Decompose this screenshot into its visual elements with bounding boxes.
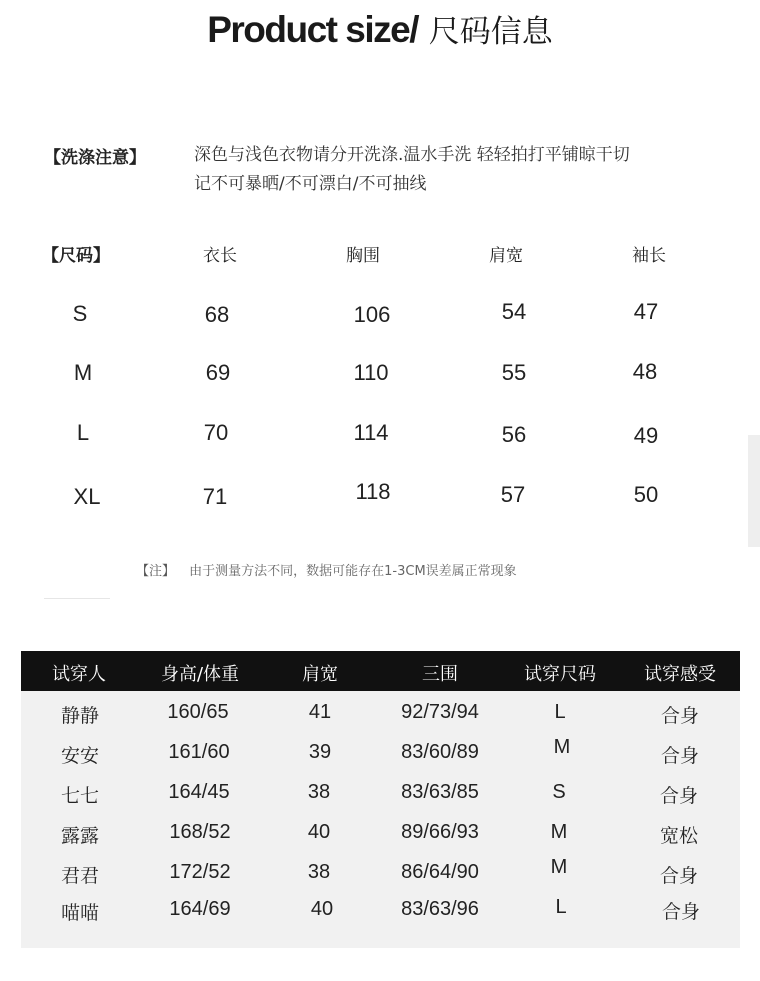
fit-header-measurements: 三围: [422, 664, 458, 685]
size-header-size: 【尺码】: [42, 246, 110, 266]
fitting-table-header: [21, 651, 740, 691]
size-cell: 70: [203, 420, 229, 445]
fit-cell: L: [554, 701, 566, 723]
note-text: 由于测量方法不同，数据可能存在1-3CM误差属正常现象: [189, 564, 517, 579]
fit-cell: 83/63/85: [401, 781, 479, 803]
size-cell: 54: [501, 299, 527, 324]
fit-cell: 安安: [60, 745, 100, 767]
fit-cell: 38: [307, 861, 331, 883]
measurement-note: [136, 560, 517, 579]
size-cell: 50: [633, 482, 659, 507]
fit-header-person: 试穿人: [52, 664, 106, 685]
fit-cell: 164/69: [169, 898, 231, 920]
size-cell: 49: [633, 423, 659, 448]
size-cell: 69: [205, 360, 231, 385]
size-cell: 56: [501, 422, 527, 447]
fit-cell: 静静: [60, 705, 100, 727]
fit-cell: 合身: [660, 745, 700, 767]
title-english: Product size/: [207, 9, 418, 50]
size-cell: S: [72, 301, 88, 326]
title-chinese: 尺码信息: [428, 14, 553, 50]
fit-cell: S: [552, 781, 566, 803]
fit-cell: M: [550, 821, 568, 843]
note-tag: 【注】: [136, 564, 176, 579]
fit-cell: 164/45: [168, 781, 230, 803]
fit-header-shoulder: 肩宽: [302, 664, 338, 685]
fit-cell: L: [555, 896, 567, 918]
size-cell: 118: [355, 479, 391, 504]
fit-cell: 41: [308, 701, 332, 723]
size-cell: 55: [501, 360, 527, 385]
fit-cell: 宽松: [659, 825, 699, 847]
edge-shade: [748, 435, 760, 547]
size-header-sleeve: 袖长: [632, 246, 666, 266]
fit-cell: 合身: [660, 705, 700, 727]
fit-cell: M: [553, 736, 571, 758]
fit-header-size: 试穿尺码: [524, 664, 596, 685]
size-cell: 114: [353, 420, 389, 445]
fit-header-height-weight: 身高/体重: [160, 664, 240, 685]
fit-cell: 喵喵: [60, 902, 100, 924]
size-cell: 71: [202, 484, 228, 509]
care-line-1: 深色与浅色衣物请分开洗涤.温水手洗 轻轻拍打平铺晾干切: [194, 145, 630, 165]
size-cell: 68: [204, 302, 230, 327]
divider: [44, 598, 110, 599]
fit-cell: 合身: [661, 901, 701, 923]
fit-cell: 40: [307, 821, 331, 843]
fit-cell: 39: [308, 741, 332, 763]
size-header-shoulder: 肩宽: [489, 246, 523, 266]
size-cell: XL: [73, 484, 101, 509]
fit-cell: 172/52: [169, 861, 231, 883]
fit-cell: 合身: [659, 785, 699, 807]
fit-cell: 160/65: [167, 701, 229, 723]
care-label: 【洗涤注意】: [44, 148, 146, 168]
fit-cell: 露露: [60, 825, 100, 847]
size-header-chest: 胸围: [346, 246, 380, 266]
size-cell: M: [73, 360, 93, 385]
fit-cell: 合身: [659, 865, 699, 887]
size-cell: 57: [500, 482, 526, 507]
size-cell: 48: [632, 359, 658, 384]
fit-cell: 38: [307, 781, 331, 803]
fit-header-feeling: 试穿感受: [644, 664, 716, 685]
size-cell: 110: [353, 360, 389, 385]
fit-cell: 君君: [60, 865, 100, 887]
fit-cell: 89/66/93: [401, 821, 479, 843]
size-cell: 106: [353, 302, 391, 327]
care-line-2: 记不可暴晒/不可漂白/不可抽线: [194, 174, 427, 194]
fit-cell: 161/60: [168, 741, 230, 763]
fit-cell: 七七: [60, 785, 100, 807]
fitting-table: [21, 651, 740, 948]
fit-cell: 83/63/96: [401, 898, 479, 920]
fit-cell: 92/73/94: [401, 701, 479, 723]
size-cell: L: [76, 420, 90, 445]
fit-cell: 86/64/90: [401, 861, 479, 883]
fit-cell: 168/52: [169, 821, 231, 843]
size-header-length: 衣长: [203, 246, 237, 266]
size-cell: 47: [633, 299, 659, 324]
fit-cell: 83/60/89: [401, 741, 479, 763]
fit-cell: M: [550, 856, 568, 878]
fit-cell: 40: [310, 898, 334, 920]
